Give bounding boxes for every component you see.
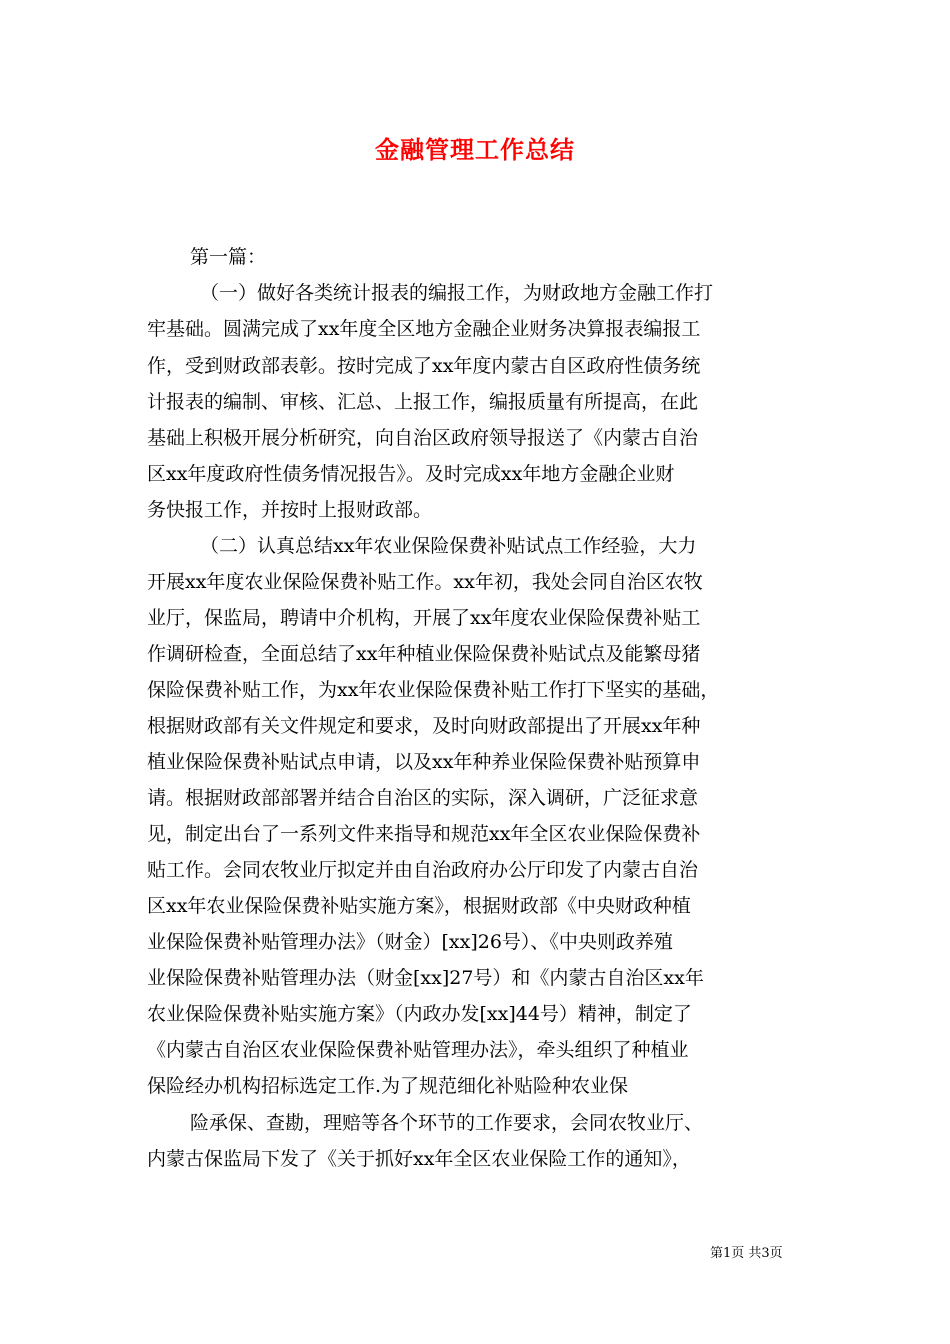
paragraph-line: 牢基础。圆满完成了xx年度全区地方金融企业财务决算报表编报工 [147,318,701,340]
paragraph-line: 保险经办机构招标选定工作.为了规范细化补贴险种农业保 [147,1075,629,1097]
paragraph-line: 险承保、查勘，理赔等各个环节的工作要求，会同农牧业厅、 [190,1112,704,1134]
paragraph-line: 贴工作。会同农牧业厅拟定并由自治政府办公厅印发了内蒙古自治 [147,859,699,881]
paragraph-line: 植业保险保费补贴试点申请，以及xx年种养业保险保费补贴预算申 [147,751,701,773]
paragraph-line: 作调研检查，全面总结了xx年种植业保险保费补贴试点及能繁母猪 [147,643,701,665]
paragraph-line: 根据财政部有关文件规定和要求，及时向财政部提出了开展xx年种 [147,715,701,737]
paragraph-line: 业保险保费补贴管理办法》（财金）[xx]26号）、《中央则政养殖 [147,931,673,953]
paragraph-line: 区xx年农业保险保费补贴实施方案》，根据财政部《中央财政种植 [147,895,691,917]
paragraph-line: 业保险保费补贴管理办法（财金[xx]27号）和《内蒙古自治区xx年 [147,967,704,989]
paragraph-line: （一）做好各类统计报表的编报工作，为财政地方金融工作打 [200,282,714,304]
paragraph-line: 计报表的编制、审核、汇总、上报工作，编报质量有所提高，在此 [147,391,699,413]
paragraph-line: 见，制定出台了一系列文件来指导和规范xx年全区农业保险保费补 [147,823,701,845]
paragraph-line: 区xx年度政府性债务情况报告》。及时完成xx年地方金融企业财 [147,463,675,485]
document-title: 金融管理工作总结 [375,135,575,164]
paragraph-line: 农业保险保费补贴实施方案》（内政办发[xx]44号）精神，制定了 [147,1003,692,1025]
paragraph-line: 《内蒙古自治区农业保险保费补贴管理办法》，牵头组织了种植业 [147,1039,689,1061]
paragraph-line: 内蒙古保监局下发了《关于抓好xx年全区农业保险工作的通知》， [147,1148,691,1170]
paragraph-line: 保险保费补贴工作，为xx年农业保险保费补贴工作打下坚实的基础， [147,679,720,701]
paragraph-line: 基础上积极开展分析研究，向自治区政府领导报送了《内蒙古自治 [147,427,699,449]
page-number: 第1页 共3页 [710,1246,783,1261]
paragraph-line: 业厅，保监局，聘请中介机构，开展了xx年度农业保险保费补贴工 [147,607,701,629]
paragraph-line: 作，受到财政部表彰。按时完成了xx年度内蒙古自区政府性债务统 [147,355,701,377]
paragraph-line: 开展xx年度农业保险保费补贴工作。xx年初，我处会同自治区农牧 [147,571,703,593]
paragraph-line: 务快报工作，并按时上报财政部。 [147,499,433,521]
paragraph-line: 请。根据财政部部署并结合自治区的实际，深入调研，广泛征求意 [147,787,699,809]
paragraph-line: 第一篇： [190,246,267,268]
paragraph-line: （二）认真总结xx年农业保险保费补贴试点工作经验，大力 [200,535,697,557]
